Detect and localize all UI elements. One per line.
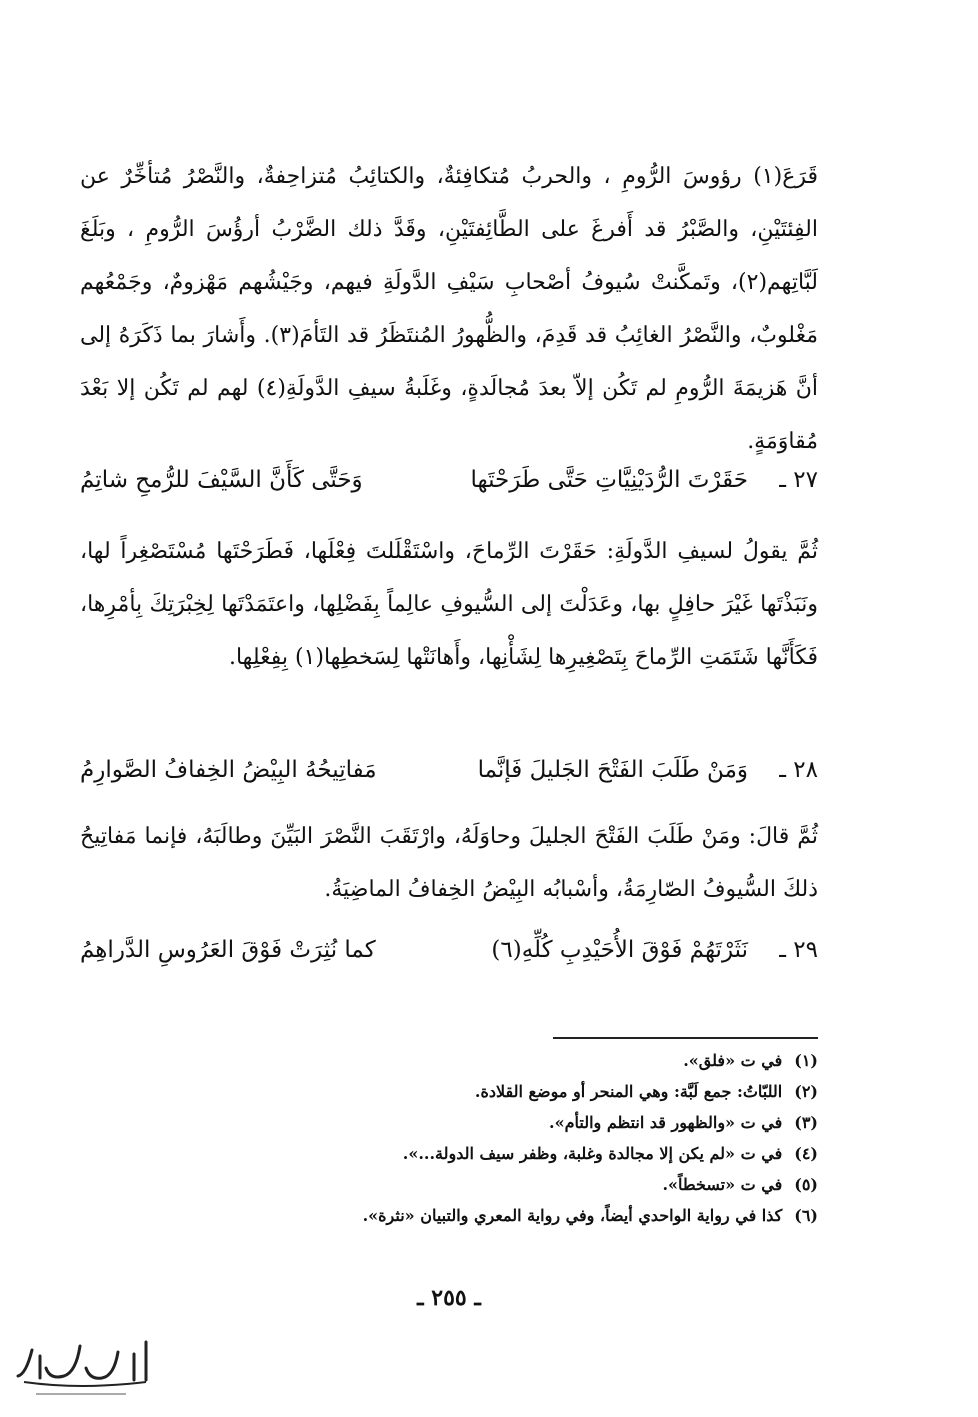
footnote-text: في ت «لم يكن إلا مجالدة وغلبة، وظفر سيف الدولة...».: [402, 1144, 783, 1163]
footnote-number: (٣): [794, 1113, 818, 1132]
footnote-number: (٥): [794, 1175, 818, 1194]
footnote-number: (٢): [794, 1082, 818, 1101]
footnote: [80, 1138, 818, 1169]
footnote-number: (١): [794, 1051, 818, 1070]
verse-first-hemistich: حَقَرْتَ الرُّدَيْنِيَّاتِ حَتَّى طَرَحْتَها: [470, 467, 748, 493]
verse-27: [80, 460, 818, 500]
verse-second-hemistich: مَفاتِيحُهُ البِيْضُ الخِفافُ الصَّوارِمُ: [80, 757, 377, 783]
page-number: ـ ٢٥٥ ـ: [417, 1285, 481, 1311]
commentary-paragraph-1: قَرَعَ(١) رؤوسَ الرُّومِ ، والحربُ مُتكافِئةٌ، والكتائِبُ مُتزاحِفةٌ، والنَّصْرُ مُتأخِّرٌ عن الفِئتَيْنِ، والصَّبْرُ قد أَفرغَ على الطَّائِفتَيْنِ، وقَدَّ ذلك الضَّرْبُ أرؤُسَ الرُّومِ ، وبَلَغَ لَبَّاتِهم(٢)، وتَمكَّنتْ سُيوفُ أصْحابِ سَيْفِ الدَّولَةِ فيهم، وجَيْشُهم مَهْزومٌ، وجَمْعُهم مَغْلوبٌ، والنَّصْرُ الغائِبُ قد قَدِمَ، والظُّهورُ المُنتَظَرُ قد التَأمَ(٣). وأَشارَ بما ذَكَرَهُ إلى أنَّ هَزيمَةَ الرُّومِ لم تَكُن إلاّ بعدَ مُجالَدةٍ، وغَلَبةُ سيفِ الدَّولَةِ(٤) لهم لم تَكُن إلا بَعْدَ مُقاوَمَةٍ.: [80, 164, 818, 454]
footnote-divider: [553, 1037, 818, 1039]
verse-28: [80, 750, 818, 790]
footnote: [80, 1045, 818, 1076]
verse-number: ٢٧ ـ: [779, 467, 818, 493]
verse-second-hemistich: كما نُثِرَتْ فَوْقَ العَرُوسِ الدَّراهِمُ: [80, 937, 376, 963]
footnotes-list: [80, 1045, 818, 1231]
footnote: [80, 1200, 818, 1231]
publisher-logo-icon: [6, 1332, 156, 1404]
verse-second-hemistich: وَحَتَّى كَأَنَّ السَّيْفَ للرُّمحِ شاتِمُ: [80, 467, 363, 493]
footnote: [80, 1107, 818, 1138]
footnote-text: في ت «تسخطاً».: [662, 1175, 783, 1194]
footnote-text: في ت «فلق».: [683, 1051, 783, 1070]
commentary-paragraph-3: ثُمَّ قالَ: ومَنْ طَلَبَ الفَتْحَ الجليلَ وحاوَلَهُ، وارْتَقَبَ النَّصْرَ البَيِّنَ وطالَبَهُ، فإنما مَفاتِيحُ ذلكَ السُّيوفُ الصّارِمَةُ، وأسْبابُه البِيْضُ الخِفافُ الماضِيَةُ.: [80, 824, 818, 902]
verse-first-hemistich: وَمَنْ طَلَبَ الفَتْحَ الجَليلَ فَإنَّما: [477, 757, 748, 783]
verse-first-hemistich: نَثَرْتَهُمْ فَوْقَ الأُحَيْدِبِ كُلِّهِ(٦): [491, 937, 748, 963]
verse-number: ٢٩ ـ: [779, 937, 818, 963]
footnote: [80, 1169, 818, 1200]
verse-29: [80, 930, 818, 970]
footnote-text: في ت «والظهور قد انتظم والتأم».: [549, 1113, 783, 1132]
footnote-number: (٤): [794, 1144, 818, 1163]
commentary-paragraph-2: ثُمَّ يقولُ لسيفِ الدَّولَةِ: حَقَرْتَ الرِّماحَ، واسْتَقْلَلتَ فِعْلَها، فَطَرَحْتَها مُسْتَصْغِراً لها، ونَبَذْتَها غَيْرَ حافِلٍ بها، وعَدَلْتَ إلى السُّيوفِ عالِماً بِفَضْلِها، واعتَمَدْتَها لِخِبْرَتِكَ بِأمْرِها، فَكَأَنَّها شَتَمَتِ الرِّماحَ بِتَصْغِيرِها لِشَأْنِها، وأَهانَتْها لِسَخطِها(١) بِفِعْلِها.: [80, 539, 818, 670]
footnote: [80, 1076, 818, 1107]
footnote-number: (٦): [794, 1206, 818, 1225]
verse-number: ٢٨ ـ: [779, 757, 818, 783]
footnote-text: كذا في رواية الواحدي أيضاً، وفي رواية المعري والتبيان «نثرة».: [362, 1206, 783, 1225]
footnote-text: اللبّاتُ: جمع لَبَّة: وهي المنحر أو موضع القلادة.: [474, 1082, 783, 1101]
